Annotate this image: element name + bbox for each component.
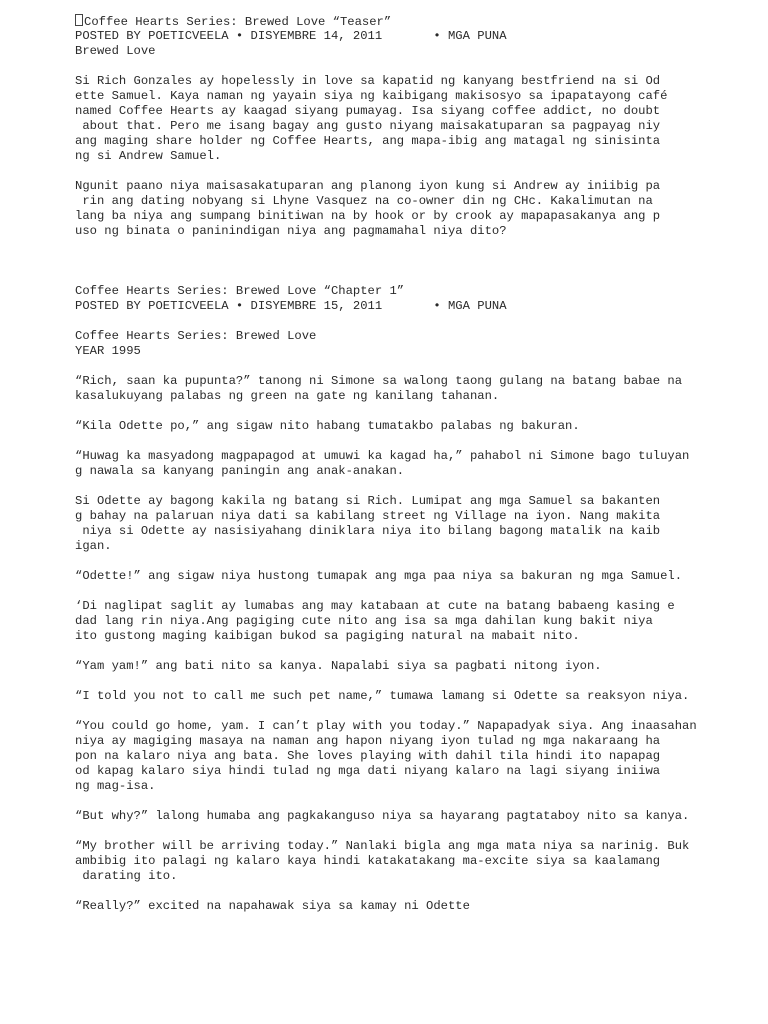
text-line: “You could go home, yam. I can’t play with you today.” Napapadyak siya. Ang inaasahan bbox=[75, 719, 697, 733]
text-line: uso ng binata o paninindigan niya ang pagmamahal niya dito? bbox=[75, 224, 507, 238]
text-line: “My brother will be arriving today.” Nanlaki bigla ang mga mata niya sa narinig. Buk bbox=[75, 839, 690, 853]
text-line: ng si Andrew Samuel. bbox=[75, 149, 222, 163]
missing-glyph-icon bbox=[75, 14, 83, 26]
paragraph bbox=[75, 689, 755, 704]
paragraph bbox=[75, 179, 755, 239]
text-line: kasalukuyang palabas ng green na gate ng kanilang tahanan. bbox=[75, 389, 500, 403]
text-line: about that. Pero me isang bagay ang gusto niyang maisakatuparan sa pagpayag niy bbox=[75, 119, 661, 133]
text-line: “Huwag ka masyadong magpapagod at umuwi ka kagad ha,” pahabol ni Simone bago tuluyan bbox=[75, 449, 690, 463]
text-line: ang maging share holder ng Coffee Hearts, ang mapa-ibig ang matagal ng sinisinta bbox=[75, 134, 661, 148]
paragraph bbox=[75, 329, 755, 359]
post-teaser bbox=[75, 14, 755, 239]
text-line: g nawala sa kanyang paningin ang anak-anakan. bbox=[75, 464, 405, 478]
text-line: Ngunit paano niya maisasakatuparan ang planong iyon kung si Andrew ay iniibig pa bbox=[75, 179, 661, 193]
paragraph bbox=[75, 569, 755, 584]
paragraph bbox=[75, 74, 755, 164]
paragraph bbox=[75, 494, 755, 554]
paragraph bbox=[75, 419, 755, 434]
text-line: named Coffee Hearts ay kaagad siyang pumayag. Isa siyang coffee addict, no doubt bbox=[75, 104, 661, 118]
text-line: YEAR 1995 bbox=[75, 344, 141, 358]
text-line: “Really?” excited na napahawak siya sa kamay ni Odette bbox=[75, 899, 470, 913]
text-line: rin ang dating nobyang si Lhyne Vasquez na co-owner din ng CHc. Kakalimutan na bbox=[75, 194, 653, 208]
text-line: ette Samuel. Kaya naman ng yayain siya ng kaibigang makisosyo sa ipapatayong café bbox=[75, 89, 668, 103]
post-chapter-1 bbox=[75, 284, 755, 914]
text-line: niya si Odette ay nasisiyahang diniklara niya ito bilang bagong matalik na kaib bbox=[75, 524, 661, 538]
text-line: Si Rich Gonzales ay hopelessly in love sa kapatid ng kanyang bestfriend na si Od bbox=[75, 74, 661, 88]
post-meta: POSTED BY POETICVEELA • DISYEMBRE 14, 2011 • MGA PUNA bbox=[75, 29, 507, 43]
text-line: niya ay magiging masaya na naman ang hapon niyang iyon tulad ng mga nakaraang ha bbox=[75, 734, 661, 748]
text-line: g bahay na palaruan niya dati sa kabilang street ng Village na iyon. Nang makita bbox=[75, 509, 661, 523]
text-line: “But why?” lalong humaba ang pagkakanguso niya sa hayarang pagtataboy nito sa kanya. bbox=[75, 809, 690, 823]
paragraph bbox=[75, 839, 755, 884]
text-line: ambibig ito palagi ng kalaro kaya hindi katakatakang ma-excite siya sa kaalamang bbox=[75, 854, 661, 868]
paragraph bbox=[75, 719, 755, 794]
text-line: ‘Di naglipat saglit ay lumabas ang may katabaan at cute na batang babaeng kasing e bbox=[75, 599, 675, 613]
paragraph bbox=[75, 809, 755, 824]
text-line: dad lang rin niya.Ang pagiging cute nito ang isa sa mga dahilan kung bakit niya bbox=[75, 614, 653, 628]
text-line: ng mag-isa. bbox=[75, 779, 156, 793]
paragraph bbox=[75, 659, 755, 674]
text-line: ito gustong maging kaibigan bukod sa pagiging natural na mabait nito. bbox=[75, 629, 580, 643]
paragraph bbox=[75, 374, 755, 404]
text-line: od kapag kalaro siya hindi tulad ng mga dati niyang kalaro na lagi siyang iniiwa bbox=[75, 764, 661, 778]
text-line: igan. bbox=[75, 539, 112, 553]
post-title bbox=[75, 14, 755, 29]
paragraph bbox=[75, 449, 755, 479]
text-line: Coffee Hearts Series: Brewed Love bbox=[75, 329, 317, 343]
text-line: darating ito. bbox=[75, 869, 178, 883]
text-line: “I told you not to call me such pet name,” tumawa lamang si Odette sa reaksyon niya. bbox=[75, 689, 690, 703]
post-title: Coffee Hearts Series: Brewed Love “Chapter 1” bbox=[75, 284, 405, 298]
text-line: Si Odette ay bagong kakila ng batang si Rich. Lumipat ang mga Samuel sa bakanten bbox=[75, 494, 661, 508]
text-line: “Rich, saan ka pupunta?” tanong ni Simone sa walong taong gulang na batang babae na bbox=[75, 374, 683, 388]
text-line: “Yam yam!” ang bati nito sa kanya. Napalabi siya sa pagbati nitong iyon. bbox=[75, 659, 602, 673]
paragraph bbox=[75, 899, 755, 914]
text-line: lang ba niya ang sumpang binitiwan na by hook or by crook ay mapapasakanya ang p bbox=[75, 209, 661, 223]
paragraph bbox=[75, 599, 755, 644]
text-line: “Kila Odette po,” ang sigaw nito habang tumatakbo palabas ng bakuran. bbox=[75, 419, 580, 433]
post-title-text: Coffee Hearts Series: Brewed Love “Teaser” bbox=[84, 15, 392, 29]
text-line: “Odette!” ang sigaw niya hustong tumapak ang mga paa niya sa bakuran ng mga Samuel. bbox=[75, 569, 683, 583]
text-line: Brewed Love bbox=[75, 44, 156, 58]
document-page bbox=[75, 14, 755, 914]
paragraph bbox=[75, 44, 755, 59]
text-line: pon na kalaro niya ang bata. She loves playing with dahil tila hindi ito napapag bbox=[75, 749, 661, 763]
post-meta: POSTED BY POETICVEELA • DISYEMBRE 15, 2011 • MGA PUNA bbox=[75, 299, 507, 313]
